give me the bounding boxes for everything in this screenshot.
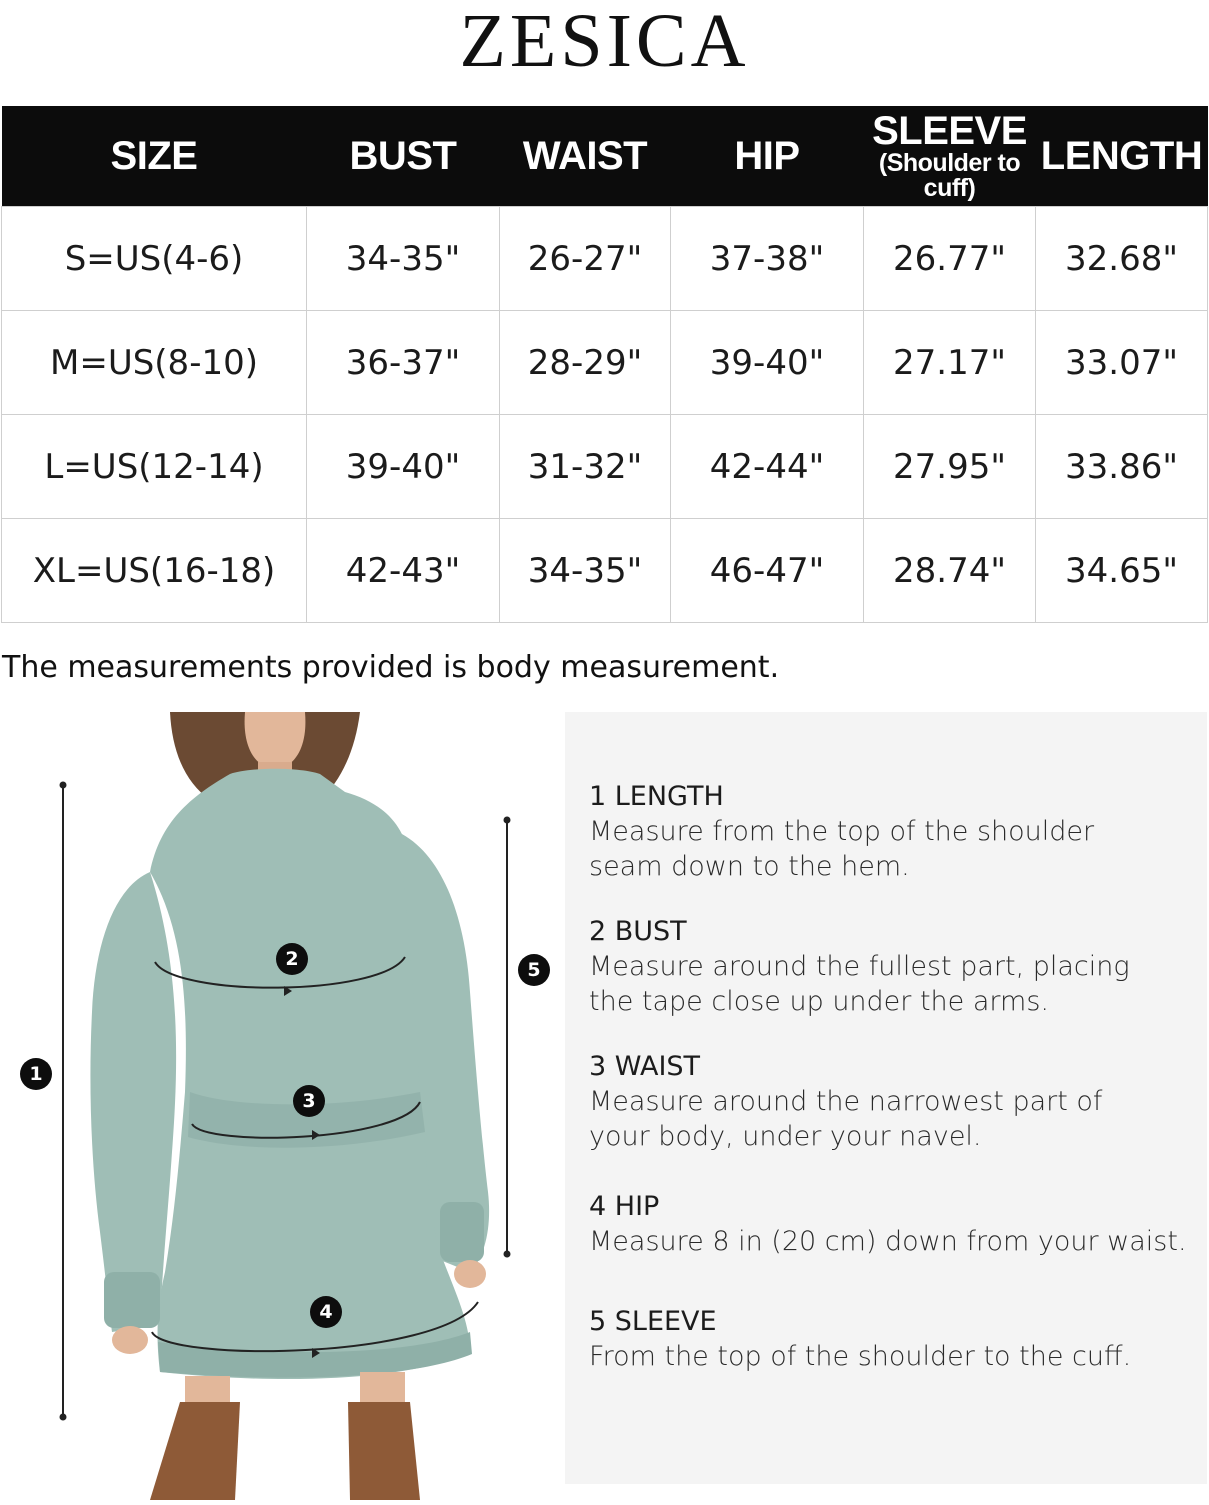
table-row	[2, 207, 1208, 311]
model-figure	[0, 712, 560, 1500]
guide-item-length	[589, 780, 1189, 884]
header-sleeve	[864, 106, 1036, 207]
cell-length: 33.07"	[1036, 311, 1208, 415]
guide-desc: Measure around the narrowest part of	[589, 1086, 1103, 1117]
guide-item-sleeve	[589, 1305, 1189, 1374]
cell-bust: 34-35"	[307, 207, 500, 311]
guide-desc: From the top of the shoulder to the cuff.	[589, 1341, 1132, 1372]
guide-title: 3 WAIST	[589, 1051, 701, 1082]
left-sleeve	[90, 872, 176, 1332]
cell-sleeve: 28.74"	[864, 519, 1036, 623]
cell-waist: 28-29"	[500, 311, 671, 415]
right-hand	[454, 1260, 486, 1288]
cell-sleeve: 27.95"	[864, 415, 1036, 519]
guide-item-bust	[589, 915, 1189, 1019]
guide-title: 5 SLEEVE	[589, 1306, 717, 1337]
header-sleeve-label: SLEEVE	[872, 109, 1027, 153]
left-hand	[112, 1326, 148, 1354]
left-leg	[185, 1376, 230, 1406]
header-bust: BUST	[307, 106, 500, 207]
table-row	[2, 519, 1208, 623]
cell-length: 33.86"	[1036, 415, 1208, 519]
guide-desc: seam down to the hem.	[589, 851, 910, 882]
cell-size: M=US(8-10)	[2, 311, 307, 415]
cell-hip: 42-44"	[671, 415, 864, 519]
cell-length: 34.65"	[1036, 519, 1208, 623]
right-leg	[360, 1372, 405, 1402]
cell-length: 32.68"	[1036, 207, 1208, 311]
guide-desc: Measure from the top of the shoulder	[589, 816, 1095, 847]
cell-bust: 39-40"	[307, 415, 500, 519]
measurement-guide-panel	[565, 712, 1207, 1484]
marker-2: 2	[276, 943, 308, 975]
header-size: SIZE	[2, 106, 307, 207]
cell-size: XL=US(16-18)	[2, 519, 307, 623]
guide-title: 1 LENGTH	[589, 781, 724, 812]
left-boot	[150, 1402, 240, 1500]
guide-item-waist	[589, 1050, 1189, 1154]
cell-hip: 37-38"	[671, 207, 864, 311]
right-cuff	[440, 1202, 484, 1262]
guide-item-hip	[589, 1190, 1189, 1259]
marker-1: 1	[20, 1058, 52, 1090]
header-sleeve-sublabel: (Shoulder to cuff)	[878, 149, 1021, 202]
model-illustration	[0, 712, 560, 1500]
marker-3: 3	[293, 1085, 325, 1117]
cell-hip: 46-47"	[671, 519, 864, 623]
cell-bust: 36-37"	[307, 311, 500, 415]
cell-waist: 34-35"	[500, 519, 671, 623]
guide-desc: your body, under your navel.	[589, 1121, 982, 1152]
header-length: LENGTH	[1036, 106, 1208, 207]
guide-title: 4 HIP	[589, 1191, 660, 1222]
guide-desc: the tape close up under the arms.	[589, 986, 1049, 1017]
cell-sleeve: 26.77"	[864, 207, 1036, 311]
cell-waist: 31-32"	[500, 415, 671, 519]
measurement-note: The measurements provided is body measurement.	[2, 650, 780, 685]
cell-sleeve: 27.17"	[864, 311, 1036, 415]
cell-size: L=US(12-14)	[2, 415, 307, 519]
cell-bust: 42-43"	[307, 519, 500, 623]
marker-4: 4	[310, 1296, 342, 1328]
marker-5: 5	[518, 954, 550, 986]
guide-desc: Measure 8 in (20 cm) down from your waist.	[589, 1226, 1187, 1257]
cell-size: S=US(4-6)	[2, 207, 307, 311]
table-header-row	[2, 106, 1208, 207]
cell-waist: 26-27"	[500, 207, 671, 311]
size-chart-table	[1, 106, 1208, 623]
left-cuff	[104, 1272, 160, 1328]
header-waist: WAIST	[500, 106, 671, 207]
header-hip: HIP	[671, 106, 864, 207]
brand-logo: ZESICA	[459, 0, 750, 83]
right-boot	[348, 1402, 420, 1500]
table-row	[2, 415, 1208, 519]
guide-title: 2 BUST	[589, 916, 687, 947]
table-row	[2, 311, 1208, 415]
cell-hip: 39-40"	[671, 311, 864, 415]
guide-desc: Measure around the fullest part, placing	[589, 951, 1130, 982]
